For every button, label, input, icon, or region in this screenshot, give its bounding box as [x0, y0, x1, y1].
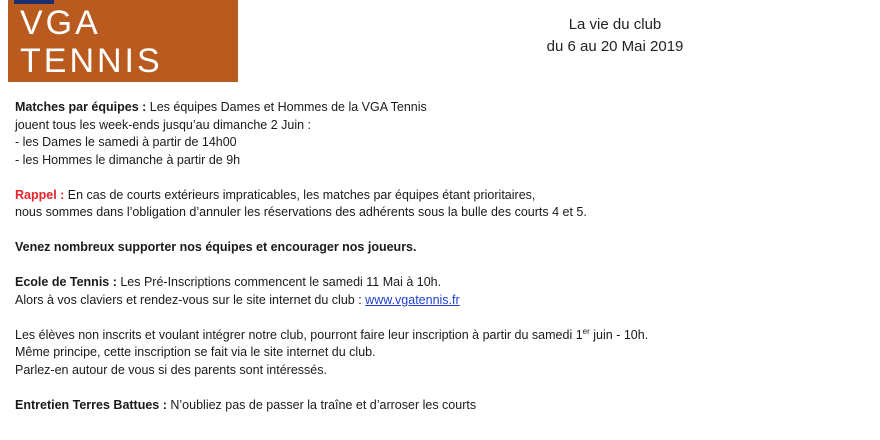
venez-line: Venez nombreux supporter nos équipes et encourager nos joueurs.: [15, 240, 417, 254]
logo-text-tennis: TENNIS: [20, 42, 163, 80]
logo-text-vga: VGA: [20, 4, 101, 42]
venez-section: [15, 239, 865, 257]
eleves-line-1-text: Les élèves non inscrits et voulant intégrer notre club, pourront faire leur inscription à partir du samedi 1: [15, 327, 583, 342]
eleves-line-3: Parlez-en autour de vous si des parents sont intéressés.: [15, 362, 327, 377]
header-dates: du 6 au 20 Mai 2019: [546, 38, 684, 55]
entretien-label: Entretien Terres Battues :: [15, 397, 167, 412]
rappel-section: [15, 187, 865, 222]
matches-line-2: jouent tous les week-ends jusqu’au dimanche 2 Juin :: [15, 117, 312, 132]
eleves-section: [15, 327, 865, 380]
ecole-section: [15, 274, 865, 309]
entretien-text: N’oubliez pas de passer la traîne et d’arroser les courts: [166, 397, 477, 412]
eleves-line-2: Même principe, cette inscription se fait via le site internet du club.: [15, 345, 376, 359]
rappel-line-1: [15, 187, 865, 205]
eleves-line-1: [15, 327, 865, 345]
eleves-superscript: er: [582, 326, 590, 336]
header: [470, 14, 760, 58]
ecole-line-1: [15, 274, 865, 292]
ecole-label: Ecole de Tennis :: [15, 275, 117, 289]
rappel-text: En cas de courts extérieurs impraticables, les matches par équipes étant prioritaires,: [64, 187, 536, 202]
matches-section: [15, 99, 865, 169]
matches-line-4: - les Hommes le dimanche à partir de 9h: [15, 152, 241, 167]
rappel-label: Rappel :: [15, 187, 65, 202]
newsletter-body: [15, 99, 865, 432]
matches-line-1: [15, 99, 865, 117]
matches-text: Les équipes Dames et Hommes de la VGA Tennis: [146, 100, 427, 114]
ecole-line-2: [15, 292, 865, 310]
matches-line-3: - les Dames le samedi à partir de 14h00: [15, 135, 237, 149]
entretien-section: [15, 397, 865, 415]
header-title: La vie du club: [568, 16, 662, 33]
matches-label: Matches par équipes :: [15, 100, 147, 114]
club-logo: [8, 0, 238, 82]
ecole-text: Les Pré-Inscriptions commencent le samedi 11 Mai à 10h.: [116, 275, 442, 289]
ecole-line-2-text: Alors à vos claviers et rendez-vous sur le site internet du club :: [15, 292, 366, 307]
rappel-line-2: nous sommes dans l’obligation d’annuler les réservations des adhérents sous la bulle des courts 4 et 5.: [15, 205, 587, 219]
eleves-line-1-end: juin - 10h.: [589, 327, 649, 342]
club-website-link[interactable]: www.vgatennis.fr: [365, 292, 460, 307]
entretien-line: [15, 397, 865, 415]
